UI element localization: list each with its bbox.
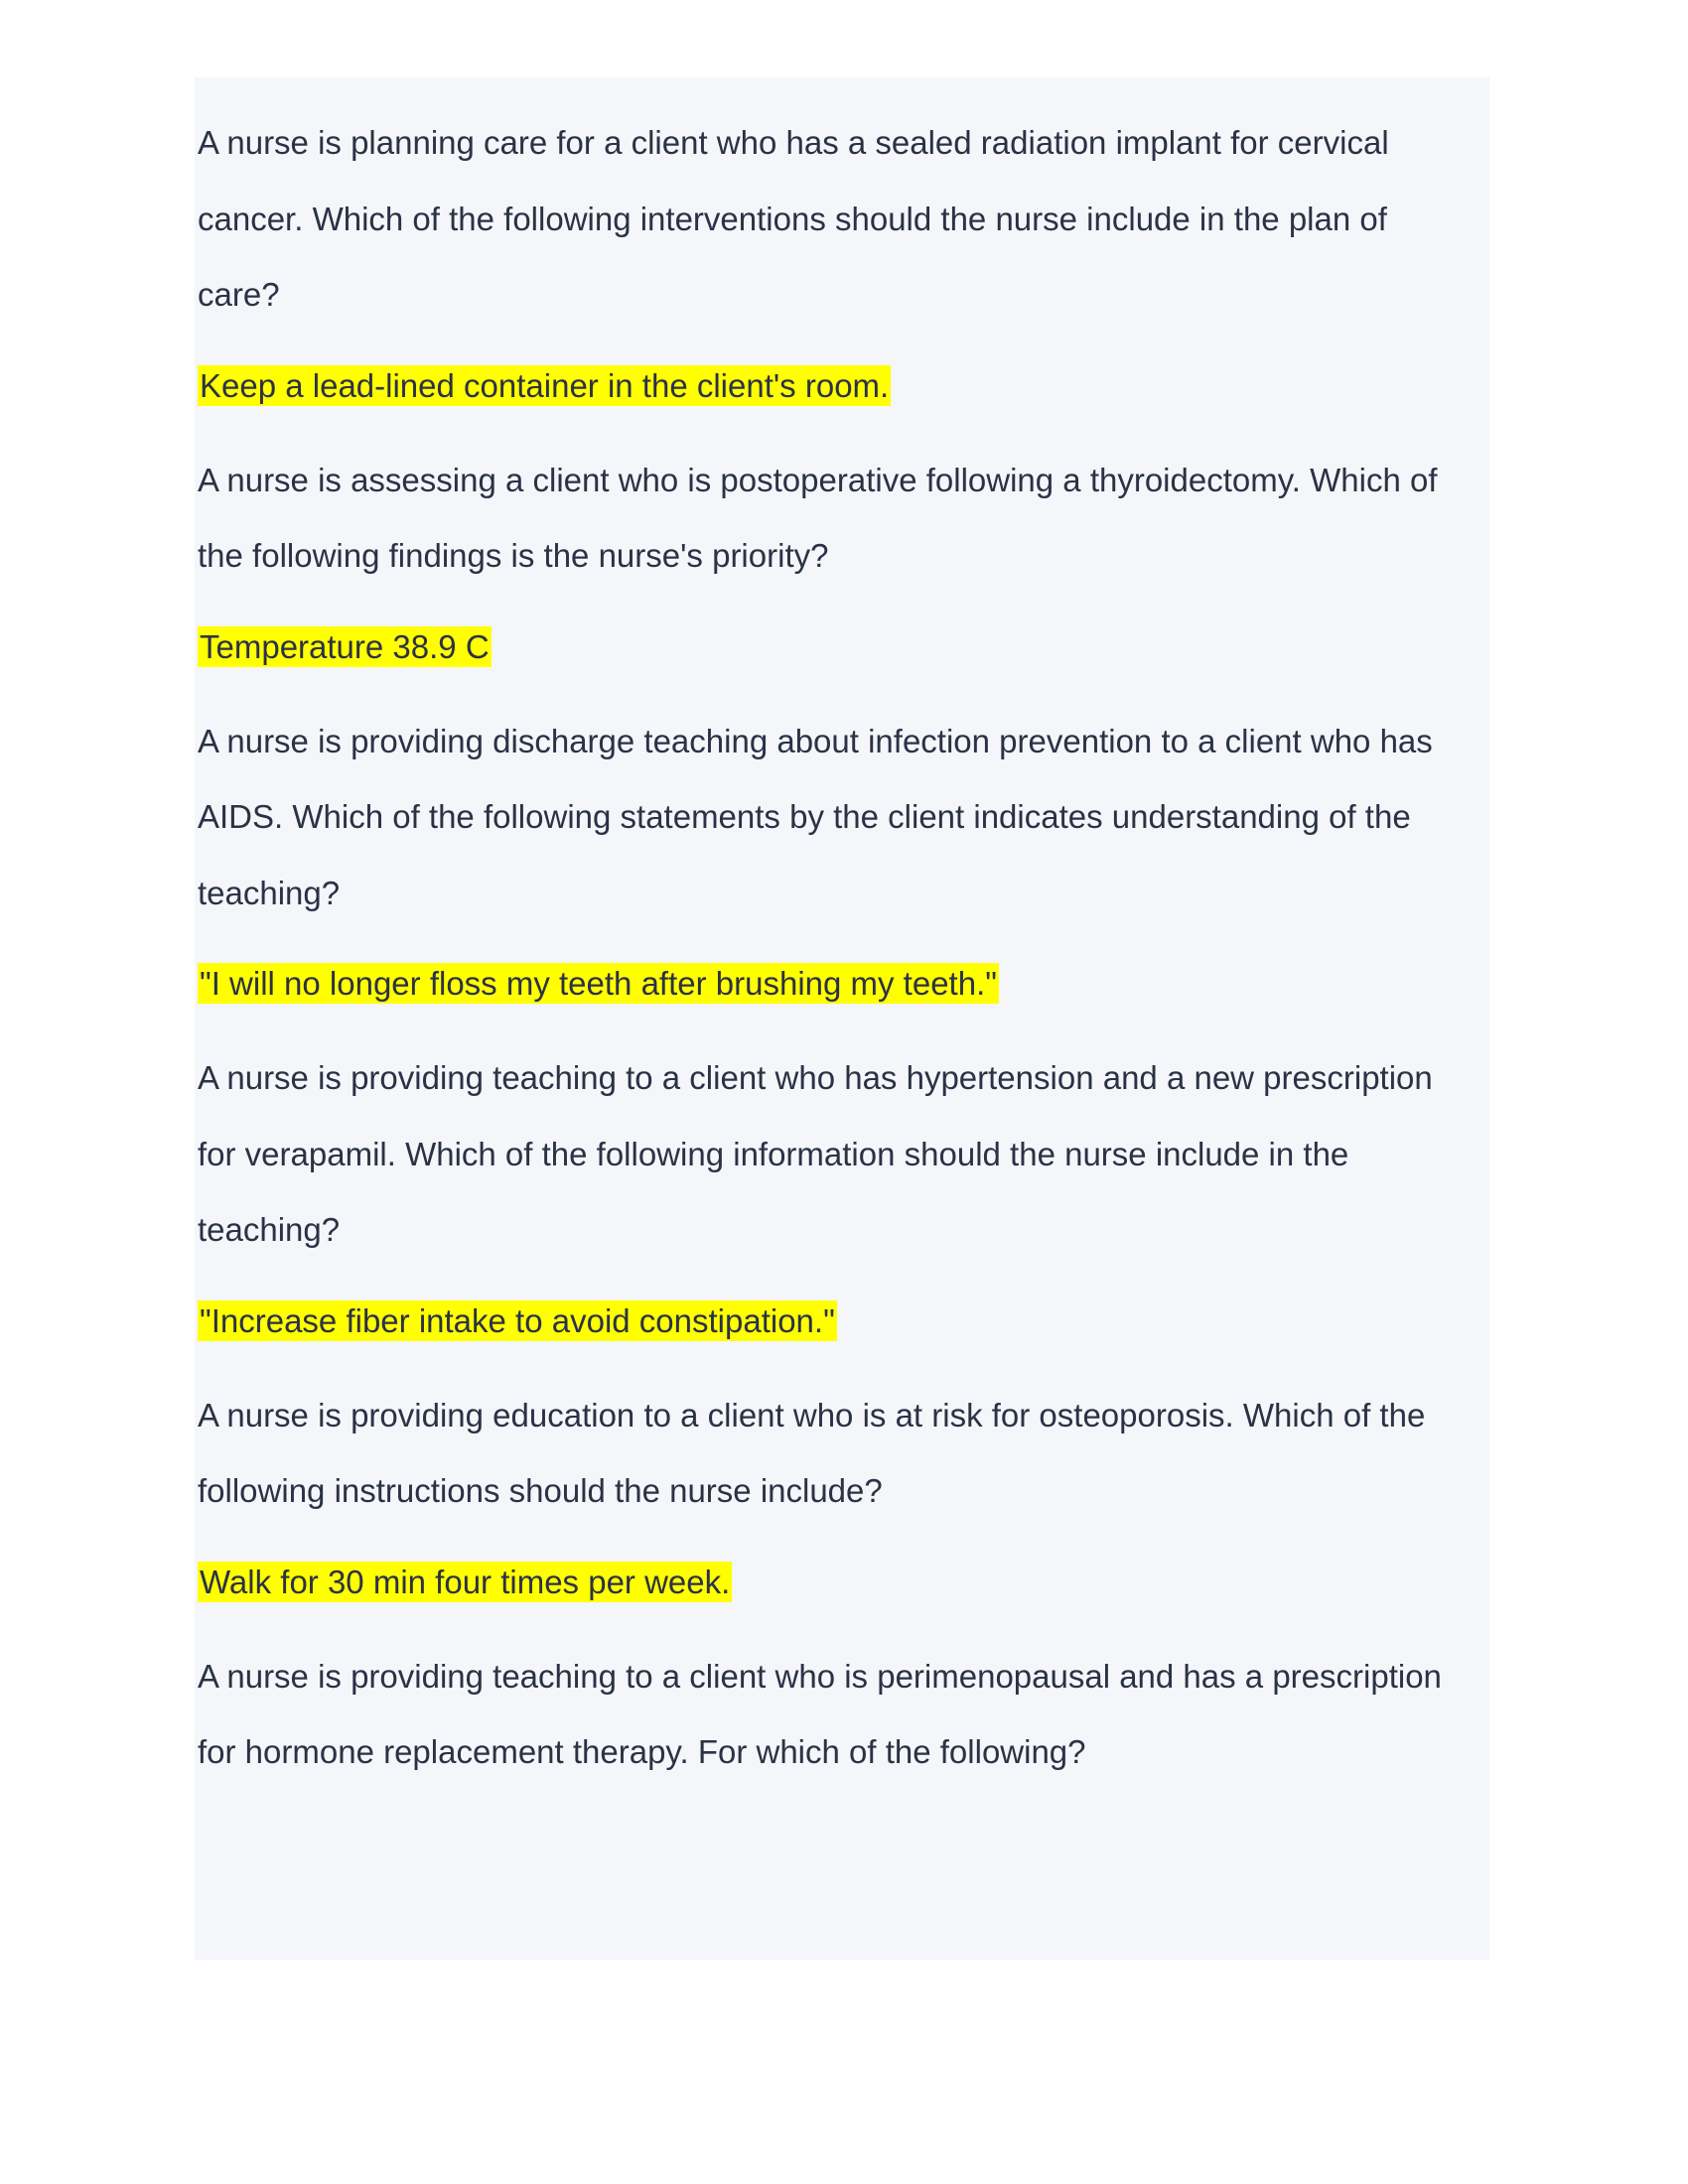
- question-text: A nurse is providing discharge teaching about infection prevention to a client who has AIDS. Which of the following statements by the client indicates understanding of the teaching?: [198, 722, 1433, 911]
- question-text: A nurse is providing teaching to a client who has hypertension and a new prescription for verapamil. Which of the following information should the nurse include in the teaching?: [198, 1059, 1433, 1248]
- highlighted-answer: [198, 1563, 1489, 1606]
- highlighted-answer: [198, 366, 1489, 410]
- answer-text: "I will no longer floss my teeth after brushing my teeth.": [200, 965, 997, 1002]
- qa-item-3: [198, 704, 1489, 1009]
- question-text: A nurse is providing teaching to a client who is perimenopausal and has a prescription for hormone replacement therapy. For which of the following?: [198, 1657, 1442, 1770]
- qa-item-6: [198, 1639, 1489, 1791]
- qa-item-1: [198, 105, 1489, 410]
- highlighted-answer: [198, 627, 1489, 671]
- qa-item-5: [198, 1378, 1489, 1606]
- highlighted-answer: [198, 964, 1489, 1008]
- document-panel: [195, 77, 1489, 1960]
- question-text: A nurse is assessing a client who is postoperative following a thyroidectomy. Which of the following findings is the nurse's priority?: [198, 461, 1438, 574]
- highlighted-answer: [198, 1301, 1489, 1345]
- answer-text: Walk for 30 min four times per week.: [200, 1563, 731, 1600]
- question-text: A nurse is planning care for a client who has a sealed radiation implant for cervical cancer. Which of the following interventions should the nurse include in the plan of care?: [198, 124, 1389, 313]
- answer-text: Temperature 38.9 C: [200, 627, 490, 665]
- answer-text: Keep a lead-lined container in the client's room.: [200, 366, 890, 404]
- answer-text: "Increase fiber intake to avoid constipation.": [200, 1301, 835, 1339]
- qa-item-2: [198, 443, 1489, 671]
- question-text: A nurse is providing education to a client who is at risk for osteoporosis. Which of the following instructions should the nurse include?: [198, 1396, 1426, 1509]
- qa-item-4: [198, 1040, 1489, 1345]
